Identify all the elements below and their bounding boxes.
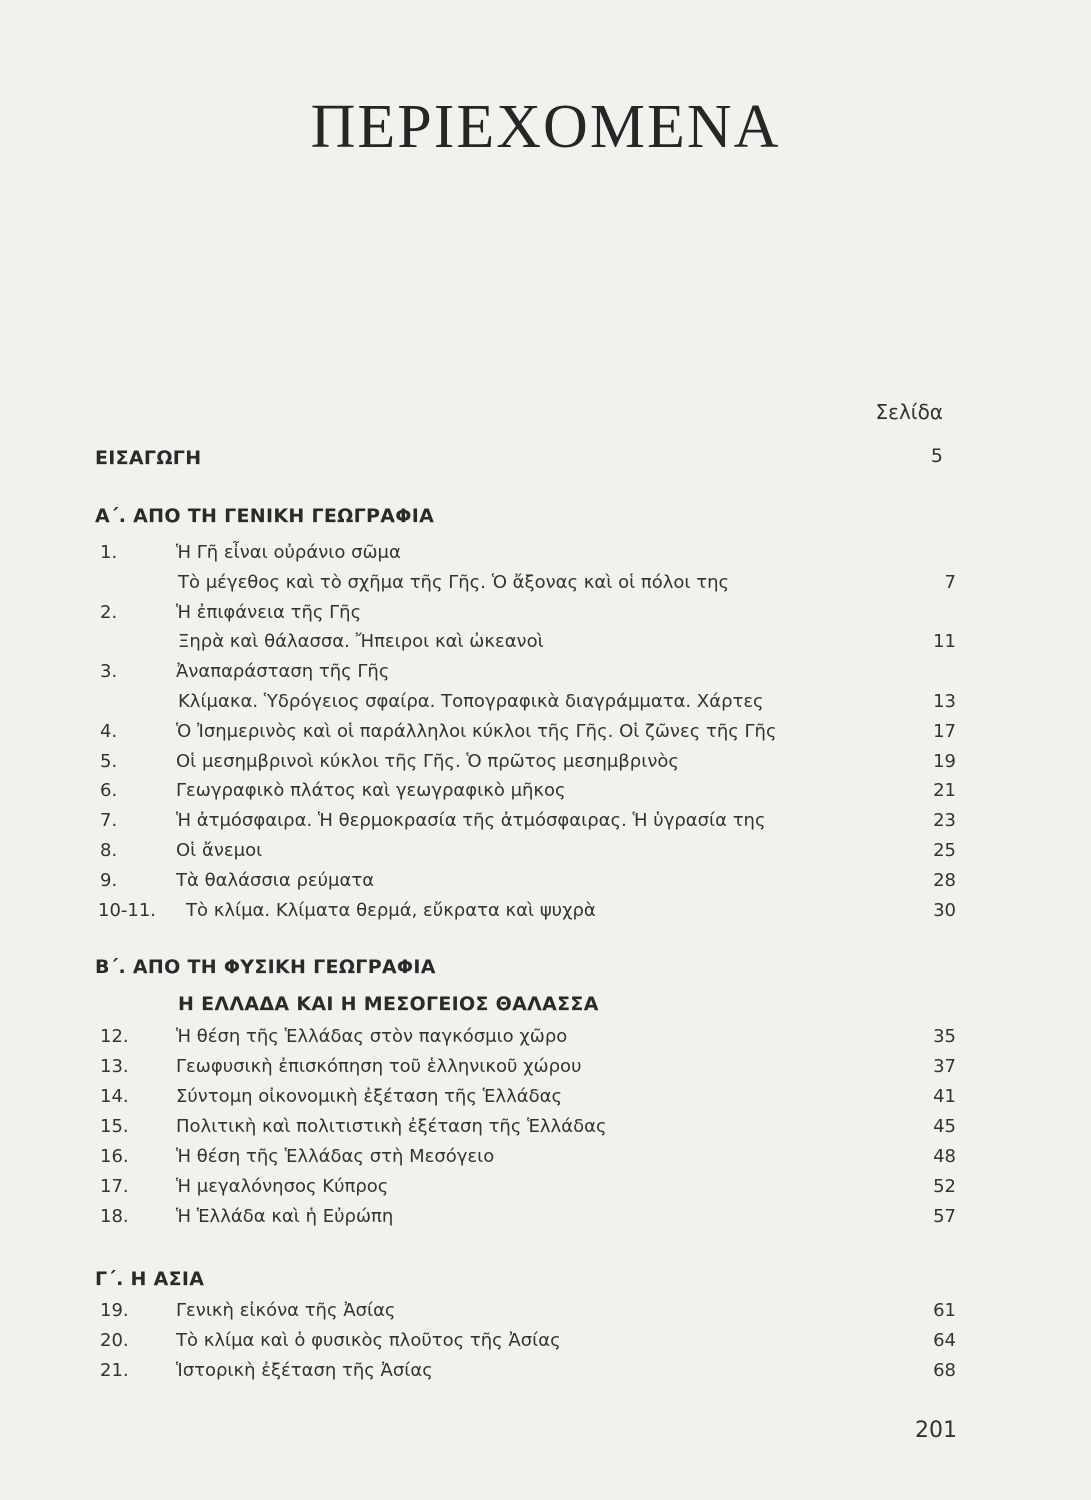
- toc-entry-title: Τὸ κλίμα. Κλίματα θερμά, εὔκρατα καὶ ψυχρὰ: [186, 899, 596, 921]
- toc-entry-title: Ἡ ἀτμόσφαιρα. Ἡ θερμοκρασία τῆς ἀτμόσφαιρας. Ἡ ὑγρασία της: [176, 810, 766, 832]
- toc-entry-number: 5.: [100, 750, 118, 772]
- toc-entry-title: Ὁ Ἰσημερινὸς καὶ οἱ παράλληλοι κύκλοι τῆς Γῆς. Οἱ ζῶνες τῆς Γῆς: [176, 720, 777, 742]
- intro-page: 5: [930, 445, 943, 467]
- toc-entry-title: Ἡ ἐπιφάνεια τῆς Γῆς: [176, 601, 362, 623]
- toc-entry-page: 21: [933, 780, 956, 802]
- toc-entry-number: 15.: [100, 1116, 129, 1137]
- toc-entry: [100, 661, 956, 689]
- toc-entry: [100, 1330, 956, 1358]
- toc-entry-title: Γεωφυσικὴ ἐπισκόπηση τοῦ ἑλληνικοῦ χώρου: [176, 1056, 582, 1077]
- toc-entry-number: 14.: [100, 1086, 129, 1107]
- toc-entry-title: Κλίμακα. Ὑδρόγειος σφαίρα. Τοπογραφικὰ διαγράμματα. Χάρτες: [178, 691, 764, 712]
- toc-entry: [100, 810, 956, 838]
- toc-entry-number: 3.: [100, 661, 118, 683]
- toc-entry: [100, 900, 956, 928]
- toc-entry-title: Ἡ θέση τῆς Ἑλλάδας στὴ Μεσόγειο: [176, 1146, 495, 1167]
- toc-entry: [100, 1116, 956, 1144]
- toc-entry-title: Ἡ μεγαλόνησος Κύπρος: [176, 1176, 389, 1197]
- toc-entry-number: 21.: [100, 1360, 129, 1381]
- toc-entry-title: Ξηρὰ καὶ θάλασσα. Ἤπειροι καὶ ὠκεανοὶ: [178, 631, 544, 653]
- toc-entry: [100, 631, 956, 659]
- toc-entry-number: 19.: [100, 1300, 129, 1321]
- toc-entry-number: 12.: [100, 1026, 129, 1047]
- toc-entry-page: 7: [944, 571, 956, 593]
- toc-entry-title: Ἡ Γῆ εἶναι οὐράνιο σῶμα: [176, 542, 401, 563]
- toc-entry: [100, 870, 956, 898]
- toc-entry-title: Ἡ Ἑλλάδα καὶ ἡ Εὐρώπη: [176, 1206, 394, 1227]
- section-b-subheading: Η ΕΛΛΑΔΑ ΚΑΙ Η ΜΕΣΟΓΕΙΟΣ ΘΑΛΑΣΣΑ: [178, 993, 599, 1015]
- toc-entry-title: Οἱ μεσημβρινοὶ κύκλοι τῆς Γῆς. Ὁ πρῶτος μεσημβρινὸς: [176, 750, 679, 772]
- page-number: 201: [915, 1418, 957, 1443]
- toc-entry-title: Τὸ μέγεθος καὶ τὸ σχῆμα τῆς Γῆς. Ὁ ἄξονας καὶ οἱ πόλοι της: [178, 571, 730, 593]
- toc-entry: [100, 1056, 956, 1084]
- toc-entry: [100, 1360, 956, 1388]
- toc-entry-number: 4.: [100, 720, 118, 742]
- toc-entry-page: 64: [933, 1330, 956, 1351]
- toc-entry-number: 13.: [100, 1056, 129, 1077]
- toc-entry-number: 7.: [100, 810, 118, 832]
- toc-entry-number: 10-11.: [98, 899, 157, 921]
- toc-entry-page: 41: [933, 1086, 956, 1107]
- toc-entry: [100, 721, 956, 749]
- toc-entry-title: Πολιτικὴ καὶ πολιτιστικὴ ἐξέταση τῆς Ἑλλάδας: [176, 1116, 607, 1137]
- toc-entry-number: 18.: [100, 1206, 129, 1227]
- toc-entry-number: 2.: [100, 601, 118, 623]
- toc-entry-page: 61: [933, 1300, 956, 1321]
- toc-entry-page: 48: [933, 1146, 956, 1167]
- toc-entry-page: 30: [933, 899, 956, 921]
- toc-entry: [100, 840, 956, 868]
- toc-entry-page: 11: [933, 631, 956, 653]
- toc-entry-page: 19: [933, 750, 956, 772]
- toc-entry-number: 16.: [100, 1146, 129, 1167]
- toc-entry-page: 37: [933, 1056, 956, 1077]
- toc-entry-page: 52: [933, 1176, 956, 1197]
- toc-entry-title: Τὰ θαλάσσια ρεύματα: [176, 869, 375, 891]
- toc-entry-page: 57: [933, 1206, 956, 1227]
- page-column-header: Σελίδα: [875, 400, 943, 424]
- toc-entry: [100, 1300, 956, 1328]
- toc-entry-title: Σύντομη οἰκονομικὴ ἐξέταση τῆς Ἑλλάδας: [176, 1086, 563, 1107]
- toc-entry-number: 17.: [100, 1176, 129, 1197]
- toc-entry-number: 8.: [100, 840, 118, 861]
- page-title: ΠΕΡΙΕΧΟΜΕΝΑ: [310, 93, 781, 161]
- toc-entry-page: 23: [933, 810, 956, 832]
- toc-entry-title: Οἱ ἄνεμοι: [176, 840, 263, 861]
- toc-entry: [100, 751, 956, 779]
- toc-entry-title: Ἀναπαράσταση τῆς Γῆς: [176, 661, 390, 683]
- toc-entry: [100, 572, 956, 600]
- toc-entry-title: Ἡ θέση τῆς Ἑλλάδας στὸν παγκόσμιο χῶρο: [176, 1026, 568, 1047]
- toc-entry-page: 17: [933, 720, 956, 742]
- section-a-heading: Α΄. ΑΠΟ ΤΗ ΓΕΝΙΚΗ ΓΕΩΓΡΑΦΙΑ: [95, 505, 435, 527]
- toc-entry: [100, 1206, 956, 1234]
- toc-entry: [100, 1146, 956, 1174]
- toc-entry: [100, 1086, 956, 1114]
- toc-entry-title: Ἱστορικὴ ἐξέταση τῆς Ἀσίας: [176, 1360, 433, 1381]
- toc-entry: [100, 691, 956, 719]
- toc-entry-page: 25: [933, 840, 956, 861]
- toc-entry-number: 1.: [100, 542, 118, 563]
- toc-entry-title: Τὸ κλίμα καὶ ὁ φυσικὸς πλοῦτος τῆς Ἀσίας: [176, 1330, 561, 1351]
- intro-heading: ΕΙΣΑΓΩΓΗ: [95, 447, 202, 469]
- toc-entry-page: 13: [933, 691, 956, 712]
- toc-entry: [100, 542, 956, 570]
- toc-entry: [100, 1176, 956, 1204]
- toc-entry-title: Γενικὴ εἰκόνα τῆς Ἀσίας: [176, 1300, 396, 1321]
- toc-entry-page: 45: [933, 1116, 956, 1137]
- toc-entry-page: 68: [933, 1360, 956, 1381]
- toc-entry-number: 9.: [100, 869, 118, 891]
- toc-entry-number: 6.: [100, 780, 118, 802]
- toc-entry: [100, 1026, 956, 1054]
- toc-entry-title: Γεωγραφικὸ πλάτος καὶ γεωγραφικὸ μῆκος: [176, 780, 566, 802]
- toc-entry-number: 20.: [100, 1330, 129, 1351]
- toc-entry: [100, 780, 956, 808]
- toc-entry-page: 35: [933, 1026, 956, 1047]
- toc-entry-page: 28: [933, 869, 956, 891]
- section-b-heading: Β΄. ΑΠΟ ΤΗ ΦΥΣΙΚΗ ΓΕΩΓΡΑΦΙΑ: [95, 956, 436, 978]
- toc-entry: [100, 602, 956, 630]
- section-c-heading: Γ΄. Η ΑΣΙΑ: [95, 1268, 205, 1290]
